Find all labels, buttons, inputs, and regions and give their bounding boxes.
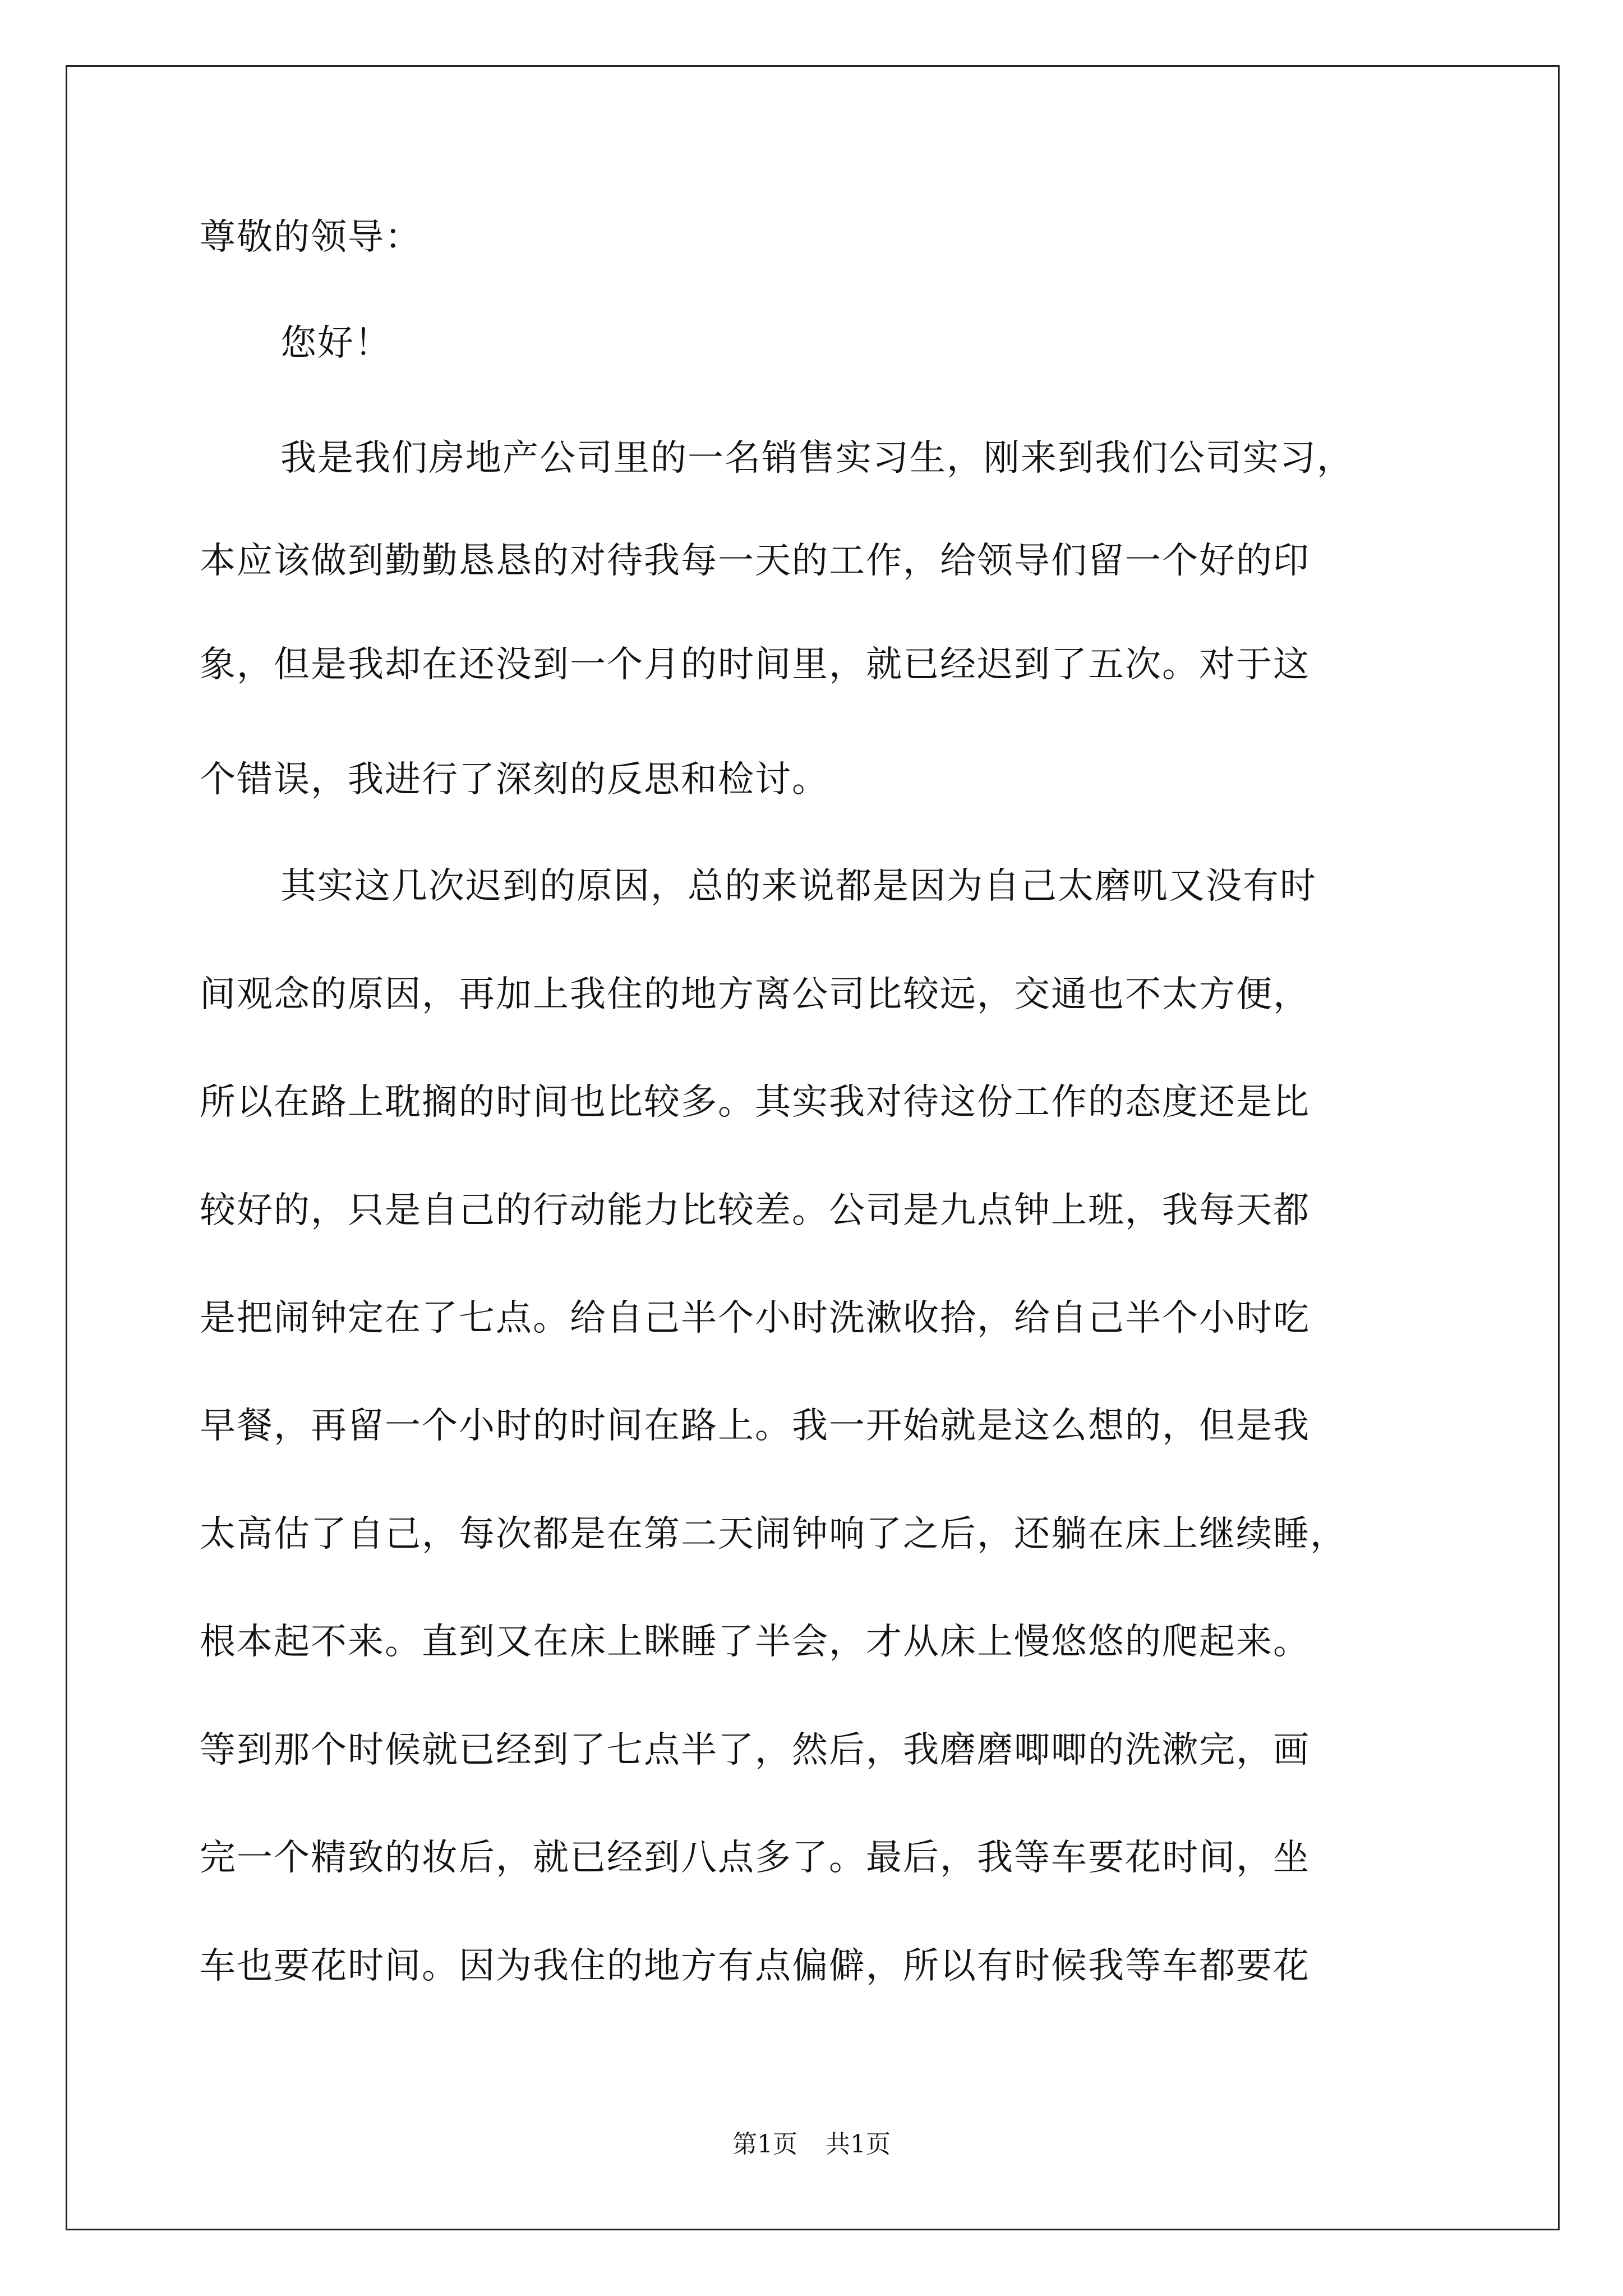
- greeting: 您好！: [280, 323, 391, 364]
- body-line-3: 象，但是我却在还没到一个月的时间里，就已经迟到了五次。对于这: [200, 644, 1310, 685]
- body-line-7: 所以在路上耽搁的时间也比较多。其实我对待这份工作的态度还是比: [200, 1082, 1310, 1123]
- body-line-9: 是把闹钟定在了七点。给自己半个小时洗漱收拾，给自己半个小时吃: [200, 1297, 1310, 1339]
- body-line-13: 等到那个时候就已经到了七点半了，然后，我磨磨唧唧的洗漱完，画: [200, 1729, 1310, 1771]
- page-border: [66, 65, 1560, 2230]
- body-line-11: 太高估了自己，每次都是在第二天闹钟响了之后，还躺在床上继续睡，: [200, 1513, 1347, 1555]
- page-total: 共1页: [826, 2130, 891, 2159]
- salutation: 尊敬的领导：: [200, 217, 422, 258]
- body-line-12: 根本起不来。直到又在床上眯睡了半会，才从床上慢悠悠的爬起来。: [200, 1621, 1310, 1663]
- body-line-10: 早餐，再留一个小时的时间在路上。我一开始就是这么想的，但是我: [200, 1405, 1310, 1447]
- page-number: 第1页: [732, 2130, 797, 2159]
- body-line-14: 完一个精致的妆后，就已经到八点多了。最后，我等车要花时间，坐: [200, 1837, 1310, 1879]
- body-line-8: 较好的，只是自己的行动能力比较差。公司是九点钟上班，我每天都: [200, 1190, 1310, 1231]
- body-line-2: 本应该做到勤勤恳恳的对待我每一天的工作，给领导们留一个好的印: [200, 540, 1310, 582]
- body-line-6: 间观念的原因，再加上我住的地方离公司比较远，交通也不太方便，: [200, 974, 1310, 1015]
- body-line-15: 车也要花时间。因为我住的地方有点偏僻，所以有时候我等车都要花: [200, 1945, 1310, 1987]
- body-line-1: 我是我们房地产公司里的一名销售实习生，刚来到我们公司实习，: [280, 438, 1354, 479]
- body-line-5: 其实这几次迟到的原因，总的来说都是因为自己太磨叽又没有时: [280, 866, 1317, 907]
- body-line-4: 个错误，我进行了深刻的反思和检讨。: [200, 759, 829, 800]
- page-footer: [0, 2129, 1623, 2160]
